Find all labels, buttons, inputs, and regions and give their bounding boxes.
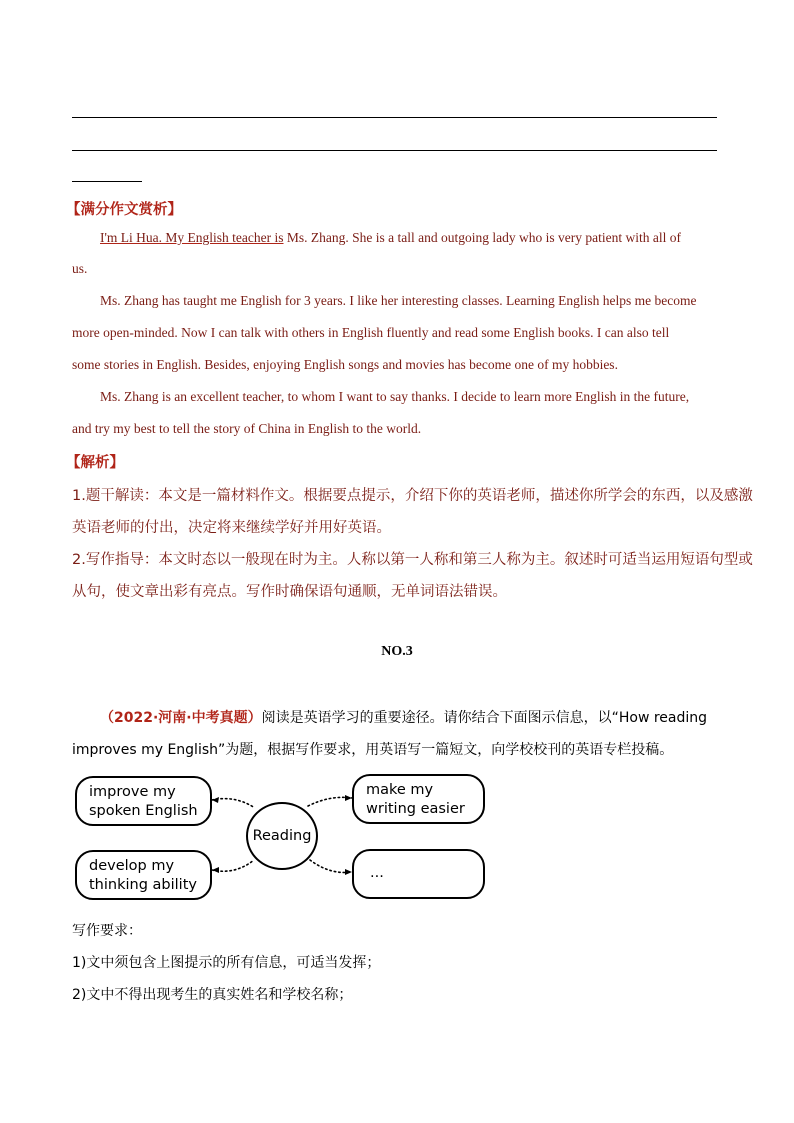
essay-p3-line1: Ms. Zhang is an excellent teacher, to whom I want to say thanks. I decide to learn more English in the future, — [100, 389, 690, 404]
essay-underlined-text: I'm Li Hua. My English teacher is — [100, 230, 284, 245]
analysis-header: 【满分作文赏析】 — [66, 202, 182, 218]
explain-line-1: 1.题干解读：本文是一篇材料作文。根据要点提示，介绍下你的英语老师，描述你所学会的东西，以及感激 — [72, 488, 753, 504]
diagram-box-writing-easier — [352, 774, 485, 824]
task-line1-rest: 阅读是英语学习的重要途径。请你结合下面图示信息，以“How reading — [261, 710, 708, 726]
task-source: （2022·河南·中考真题） — [100, 710, 262, 726]
center-label: Reading — [252, 828, 312, 844]
box-text: improve my — [89, 784, 176, 800]
essay-p3-line2: and try my best to tell the story of China in English to the world. — [72, 421, 422, 436]
explain-line-3: 2.写作指导：本文时态以一般现在时为主。人称以第一人称和第三人称为主。叙述时可适当运用短语句型或 — [72, 552, 753, 568]
diagram-box-thinking-ability — [75, 850, 212, 900]
requirements-title: 写作要求： — [72, 923, 142, 939]
box-text: spoken English — [89, 803, 198, 819]
essay-p1-rest: Ms. Zhang. She is a tall and outgoing lady who is very patient with all of — [283, 230, 681, 245]
explain-header: 【解析】 — [66, 455, 124, 471]
box-text: develop my — [89, 858, 175, 874]
box-text: make my — [366, 782, 434, 798]
explain-line-2: 英语老师的付出，决定将来继续学好并用好英语。 — [72, 520, 391, 536]
box-text: ... — [370, 865, 384, 881]
essay-p2-line3: some stories in English. Besides, enjoying English songs and movies has become one of my hobbies. — [72, 357, 618, 372]
task-line-2: improves my English”为题，根据写作要求，用英语写一篇短文，向学校校刊的英语专栏投稿。 — [72, 742, 674, 758]
diagram-box-spoken-english — [75, 776, 212, 826]
requirement-2: 2)文中不得出现考生的真实姓名和学校名称； — [72, 987, 353, 1003]
explain-line-4: 从句，使文章出彩有亮点。写作时确保语句通顺，无单词语法错误。 — [72, 584, 507, 600]
essay-p1-line2: us. — [72, 261, 88, 276]
diagram-center-reading — [246, 802, 318, 870]
requirement-1: 1)文中须包含上图提示的所有信息，可适当发挥； — [72, 955, 381, 971]
essay-p2-line1: Ms. Zhang has taught me English for 3 years. I like her interesting classes. Learning English helps me become — [100, 293, 697, 308]
section-number: NO.3 — [381, 644, 413, 659]
box-text: writing easier — [366, 801, 465, 817]
box-text: thinking ability — [89, 877, 197, 893]
diagram-box-blank — [352, 849, 485, 899]
essay-p2-line2: more open-minded. Now I can talk with others in English fluently and read some English books. I can also tell — [72, 325, 670, 340]
